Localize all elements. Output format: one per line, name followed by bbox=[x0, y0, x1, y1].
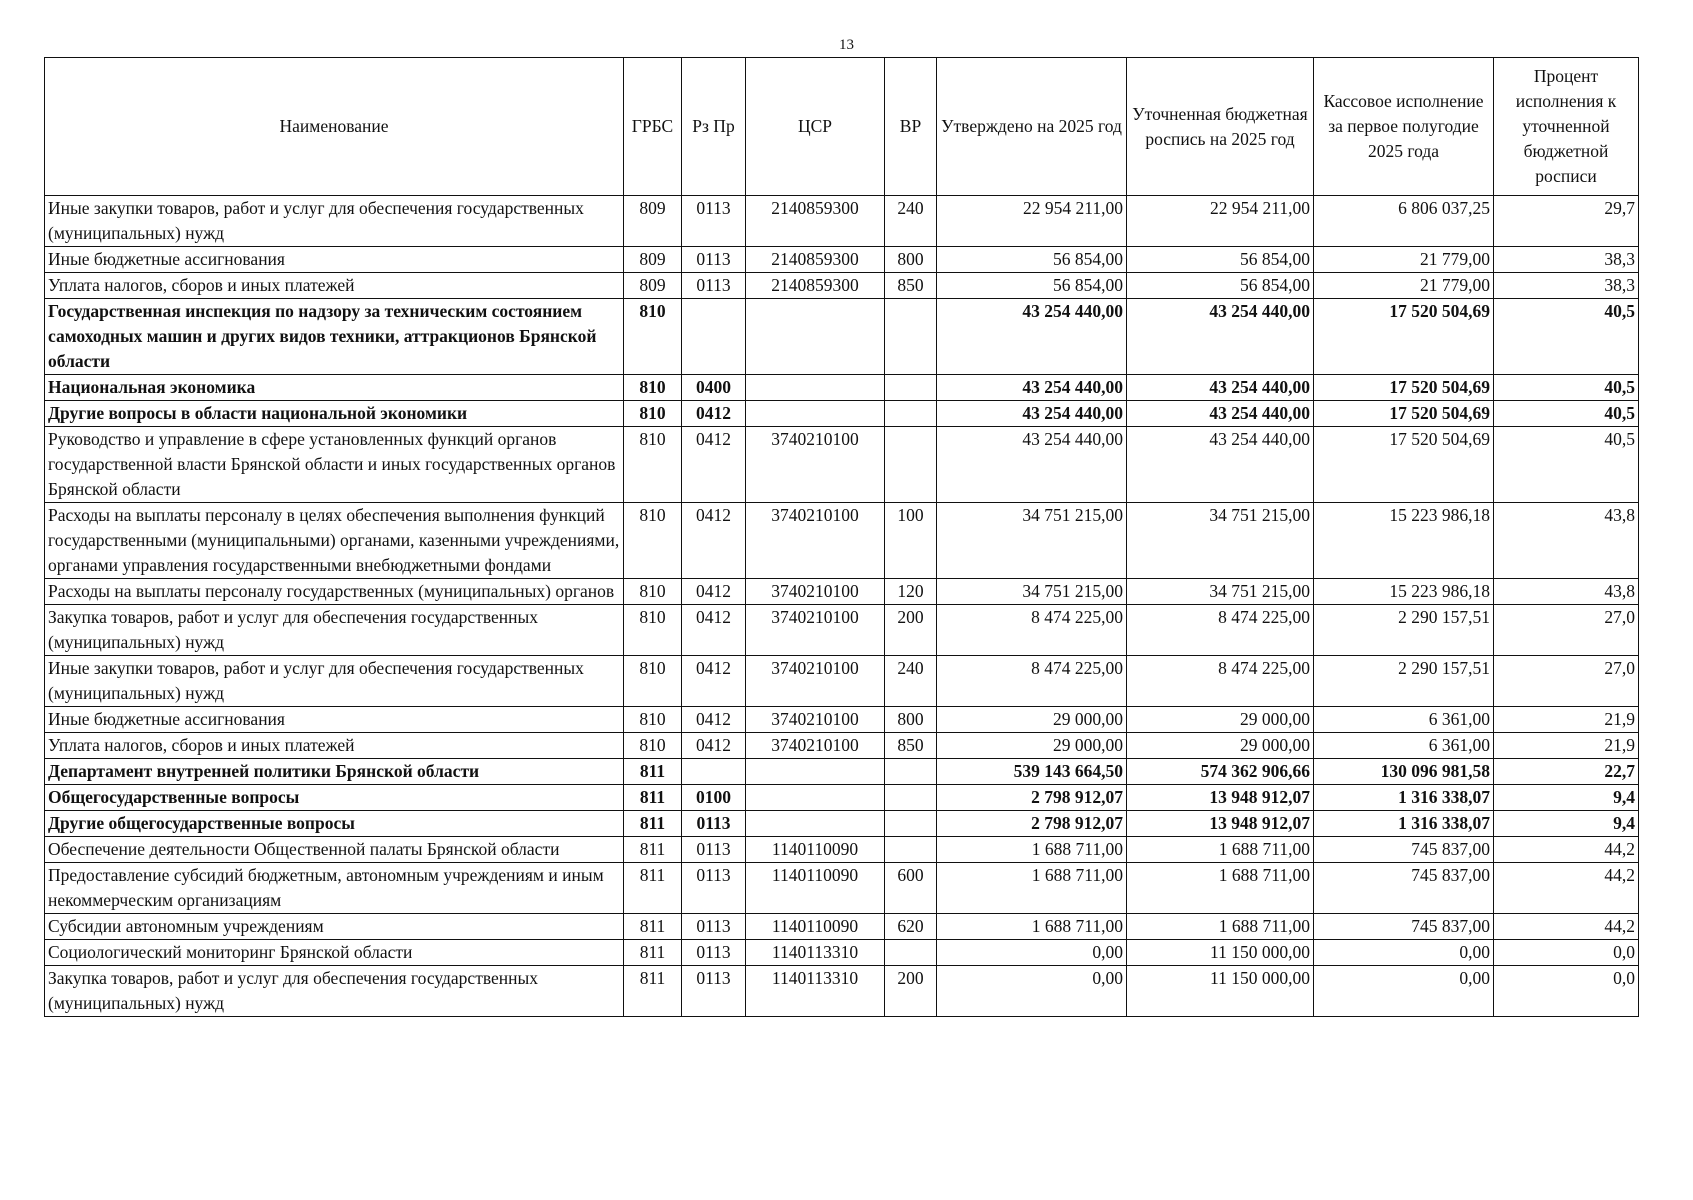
cell-executed: 6 361,00 bbox=[1314, 707, 1494, 733]
cell-refined: 43 254 440,00 bbox=[1127, 375, 1314, 401]
cell-refined: 43 254 440,00 bbox=[1127, 427, 1314, 503]
header-executed: Кассовое исполнение за первое полугодие 2025 года bbox=[1314, 58, 1494, 196]
cell-grbs: 811 bbox=[624, 914, 682, 940]
header-approved: Утверждено на 2025 год bbox=[937, 58, 1127, 196]
cell-csr: 3740210100 bbox=[746, 503, 885, 579]
cell-percent: 27,0 bbox=[1494, 656, 1639, 707]
cell-percent: 29,7 bbox=[1494, 196, 1639, 247]
cell-refined: 1 688 711,00 bbox=[1127, 837, 1314, 863]
cell-percent: 44,2 bbox=[1494, 914, 1639, 940]
cell-executed: 1 316 338,07 bbox=[1314, 811, 1494, 837]
header-rzpr: Рз Пр bbox=[682, 58, 746, 196]
table-row bbox=[45, 759, 1639, 785]
cell-executed: 17 520 504,69 bbox=[1314, 375, 1494, 401]
header-percent: Процент исполнения к уточненной бюджетной росписи bbox=[1494, 58, 1639, 196]
cell-rzpr: 0412 bbox=[682, 605, 746, 656]
cell-refined: 56 854,00 bbox=[1127, 273, 1314, 299]
cell-approved: 1 688 711,00 bbox=[937, 837, 1127, 863]
table-body bbox=[45, 196, 1639, 1017]
cell-vr bbox=[885, 837, 937, 863]
table-row bbox=[45, 427, 1639, 503]
cell-percent: 9,4 bbox=[1494, 785, 1639, 811]
cell-grbs: 809 bbox=[624, 247, 682, 273]
cell-rzpr: 0412 bbox=[682, 401, 746, 427]
cell-csr: 3740210100 bbox=[746, 427, 885, 503]
cell-name: Общегосударственные вопросы bbox=[45, 785, 624, 811]
cell-name: Предоставление субсидий бюджетным, автономным учреждениям и иным некоммерческим организациям bbox=[45, 863, 624, 914]
cell-vr: 850 bbox=[885, 273, 937, 299]
cell-vr bbox=[885, 299, 937, 375]
table-row bbox=[45, 299, 1639, 375]
cell-percent: 0,0 bbox=[1494, 940, 1639, 966]
cell-executed: 15 223 986,18 bbox=[1314, 579, 1494, 605]
cell-approved: 43 254 440,00 bbox=[937, 401, 1127, 427]
header-refined: Уточненная бюджетная роспись на 2025 год bbox=[1127, 58, 1314, 196]
cell-executed: 17 520 504,69 bbox=[1314, 299, 1494, 375]
cell-grbs: 810 bbox=[624, 656, 682, 707]
cell-vr: 600 bbox=[885, 863, 937, 914]
cell-rzpr: 0412 bbox=[682, 707, 746, 733]
cell-percent: 21,9 bbox=[1494, 707, 1639, 733]
cell-vr: 620 bbox=[885, 914, 937, 940]
cell-csr: 1140110090 bbox=[746, 863, 885, 914]
header-row bbox=[45, 58, 1639, 196]
cell-grbs: 809 bbox=[624, 273, 682, 299]
cell-percent: 9,4 bbox=[1494, 811, 1639, 837]
cell-csr: 3740210100 bbox=[746, 707, 885, 733]
cell-executed: 0,00 bbox=[1314, 940, 1494, 966]
cell-grbs: 810 bbox=[624, 427, 682, 503]
cell-name: Иные бюджетные ассигнования bbox=[45, 707, 624, 733]
cell-grbs: 810 bbox=[624, 503, 682, 579]
table-row bbox=[45, 247, 1639, 273]
cell-vr bbox=[885, 940, 937, 966]
cell-refined: 34 751 215,00 bbox=[1127, 503, 1314, 579]
cell-name: Иные закупки товаров, работ и услуг для обеспечения государственных (муниципальных) нужд bbox=[45, 656, 624, 707]
cell-approved: 34 751 215,00 bbox=[937, 503, 1127, 579]
cell-approved: 0,00 bbox=[937, 966, 1127, 1017]
page-number: 13 bbox=[839, 37, 854, 53]
cell-rzpr: 0113 bbox=[682, 811, 746, 837]
cell-name: Другие вопросы в области национальной экономики bbox=[45, 401, 624, 427]
cell-vr: 200 bbox=[885, 966, 937, 1017]
cell-executed: 21 779,00 bbox=[1314, 247, 1494, 273]
cell-refined: 11 150 000,00 bbox=[1127, 940, 1314, 966]
cell-rzpr: 0113 bbox=[682, 273, 746, 299]
cell-approved: 1 688 711,00 bbox=[937, 863, 1127, 914]
table-row bbox=[45, 605, 1639, 656]
cell-vr bbox=[885, 427, 937, 503]
cell-executed: 6 806 037,25 bbox=[1314, 196, 1494, 247]
cell-vr bbox=[885, 759, 937, 785]
cell-rzpr: 0412 bbox=[682, 656, 746, 707]
cell-refined: 34 751 215,00 bbox=[1127, 579, 1314, 605]
cell-executed: 1 316 338,07 bbox=[1314, 785, 1494, 811]
table-row bbox=[45, 863, 1639, 914]
cell-csr bbox=[746, 375, 885, 401]
cell-grbs: 811 bbox=[624, 785, 682, 811]
cell-rzpr: 0113 bbox=[682, 863, 746, 914]
table-row bbox=[45, 579, 1639, 605]
cell-rzpr bbox=[682, 299, 746, 375]
cell-name: Уплата налогов, сборов и иных платежей bbox=[45, 273, 624, 299]
cell-executed: 0,00 bbox=[1314, 966, 1494, 1017]
cell-refined: 8 474 225,00 bbox=[1127, 605, 1314, 656]
cell-percent: 27,0 bbox=[1494, 605, 1639, 656]
cell-approved: 43 254 440,00 bbox=[937, 427, 1127, 503]
cell-name: Иные бюджетные ассигнования bbox=[45, 247, 624, 273]
table-row bbox=[45, 811, 1639, 837]
cell-csr: 2140859300 bbox=[746, 247, 885, 273]
table-row bbox=[45, 733, 1639, 759]
cell-percent: 40,5 bbox=[1494, 427, 1639, 503]
cell-vr: 240 bbox=[885, 656, 937, 707]
cell-name: Обеспечение деятельности Общественной палаты Брянской области bbox=[45, 837, 624, 863]
cell-percent: 43,8 bbox=[1494, 579, 1639, 605]
cell-csr bbox=[746, 299, 885, 375]
cell-grbs: 809 bbox=[624, 196, 682, 247]
cell-rzpr: 0113 bbox=[682, 940, 746, 966]
cell-csr bbox=[746, 785, 885, 811]
cell-vr: 850 bbox=[885, 733, 937, 759]
cell-grbs: 810 bbox=[624, 401, 682, 427]
cell-approved: 56 854,00 bbox=[937, 247, 1127, 273]
cell-vr: 800 bbox=[885, 247, 937, 273]
cell-name: Уплата налогов, сборов и иных платежей bbox=[45, 733, 624, 759]
cell-grbs: 811 bbox=[624, 837, 682, 863]
cell-executed: 6 361,00 bbox=[1314, 733, 1494, 759]
cell-rzpr: 0113 bbox=[682, 914, 746, 940]
cell-rzpr: 0100 bbox=[682, 785, 746, 811]
cell-approved: 539 143 664,50 bbox=[937, 759, 1127, 785]
cell-name: Департамент внутренней политики Брянской области bbox=[45, 759, 624, 785]
cell-approved: 0,00 bbox=[937, 940, 1127, 966]
cell-grbs: 810 bbox=[624, 605, 682, 656]
cell-csr: 3740210100 bbox=[746, 605, 885, 656]
cell-executed: 17 520 504,69 bbox=[1314, 427, 1494, 503]
cell-name: Закупка товаров, работ и услуг для обеспечения государственных (муниципальных) нужд bbox=[45, 966, 624, 1017]
cell-name: Расходы на выплаты персоналу в целях обеспечения выполнения функций государственными (муниципальными) органами, казенными учреждениями, органами управления государственными внебюджетными фондами bbox=[45, 503, 624, 579]
cell-rzpr: 0412 bbox=[682, 427, 746, 503]
cell-approved: 1 688 711,00 bbox=[937, 914, 1127, 940]
cell-csr: 2140859300 bbox=[746, 196, 885, 247]
cell-percent: 21,9 bbox=[1494, 733, 1639, 759]
cell-csr bbox=[746, 401, 885, 427]
table-row bbox=[45, 785, 1639, 811]
cell-executed: 15 223 986,18 bbox=[1314, 503, 1494, 579]
cell-refined: 13 948 912,07 bbox=[1127, 785, 1314, 811]
cell-rzpr: 0113 bbox=[682, 837, 746, 863]
table-row bbox=[45, 273, 1639, 299]
cell-csr: 3740210100 bbox=[746, 733, 885, 759]
cell-csr: 1140110090 bbox=[746, 914, 885, 940]
cell-name: Руководство и управление в сфере установленных функций органов государственной власти Брянской области и иных государственных органов Брянской области bbox=[45, 427, 624, 503]
cell-refined: 13 948 912,07 bbox=[1127, 811, 1314, 837]
cell-vr bbox=[885, 811, 937, 837]
cell-grbs: 811 bbox=[624, 759, 682, 785]
cell-grbs: 811 bbox=[624, 811, 682, 837]
cell-refined: 29 000,00 bbox=[1127, 707, 1314, 733]
cell-vr: 800 bbox=[885, 707, 937, 733]
table-row bbox=[45, 375, 1639, 401]
cell-grbs: 810 bbox=[624, 299, 682, 375]
cell-refined: 29 000,00 bbox=[1127, 733, 1314, 759]
cell-refined: 1 688 711,00 bbox=[1127, 914, 1314, 940]
table-row bbox=[45, 914, 1639, 940]
table-row bbox=[45, 196, 1639, 247]
cell-percent: 40,5 bbox=[1494, 375, 1639, 401]
cell-vr: 100 bbox=[885, 503, 937, 579]
cell-executed: 745 837,00 bbox=[1314, 863, 1494, 914]
cell-percent: 38,3 bbox=[1494, 247, 1639, 273]
cell-percent: 40,5 bbox=[1494, 299, 1639, 375]
cell-executed: 17 520 504,69 bbox=[1314, 401, 1494, 427]
cell-rzpr: 0113 bbox=[682, 247, 746, 273]
cell-rzpr: 0412 bbox=[682, 579, 746, 605]
cell-name: Закупка товаров, работ и услуг для обеспечения государственных (муниципальных) нужд bbox=[45, 605, 624, 656]
table-row bbox=[45, 707, 1639, 733]
cell-executed: 745 837,00 bbox=[1314, 837, 1494, 863]
cell-csr: 3740210100 bbox=[746, 579, 885, 605]
cell-grbs: 810 bbox=[624, 375, 682, 401]
cell-refined: 1 688 711,00 bbox=[1127, 863, 1314, 914]
cell-approved: 22 954 211,00 bbox=[937, 196, 1127, 247]
cell-vr bbox=[885, 375, 937, 401]
cell-percent: 43,8 bbox=[1494, 503, 1639, 579]
cell-name: Государственная инспекция по надзору за техническим состоянием самоходных машин и других видов техники, аттракционов Брянской области bbox=[45, 299, 624, 375]
cell-refined: 43 254 440,00 bbox=[1127, 299, 1314, 375]
cell-refined: 56 854,00 bbox=[1127, 247, 1314, 273]
cell-vr: 120 bbox=[885, 579, 937, 605]
cell-csr bbox=[746, 811, 885, 837]
cell-refined: 22 954 211,00 bbox=[1127, 196, 1314, 247]
cell-name: Другие общегосударственные вопросы bbox=[45, 811, 624, 837]
table-row bbox=[45, 837, 1639, 863]
cell-csr: 2140859300 bbox=[746, 273, 885, 299]
cell-executed: 2 290 157,51 bbox=[1314, 656, 1494, 707]
cell-approved: 8 474 225,00 bbox=[937, 656, 1127, 707]
cell-vr bbox=[885, 401, 937, 427]
cell-executed: 745 837,00 bbox=[1314, 914, 1494, 940]
cell-rzpr: 0113 bbox=[682, 196, 746, 247]
cell-rzpr: 0412 bbox=[682, 503, 746, 579]
cell-grbs: 810 bbox=[624, 707, 682, 733]
cell-approved: 2 798 912,07 bbox=[937, 785, 1127, 811]
cell-grbs: 810 bbox=[624, 733, 682, 759]
table-row bbox=[45, 401, 1639, 427]
cell-grbs: 811 bbox=[624, 966, 682, 1017]
header-csr: ЦСР bbox=[746, 58, 885, 196]
cell-rzpr bbox=[682, 759, 746, 785]
cell-vr: 200 bbox=[885, 605, 937, 656]
cell-approved: 56 854,00 bbox=[937, 273, 1127, 299]
cell-approved: 34 751 215,00 bbox=[937, 579, 1127, 605]
header-grbs: ГРБС bbox=[624, 58, 682, 196]
cell-approved: 8 474 225,00 bbox=[937, 605, 1127, 656]
cell-executed: 2 290 157,51 bbox=[1314, 605, 1494, 656]
cell-percent: 44,2 bbox=[1494, 863, 1639, 914]
cell-vr bbox=[885, 785, 937, 811]
cell-rzpr: 0412 bbox=[682, 733, 746, 759]
cell-name: Иные закупки товаров, работ и услуг для обеспечения государственных (муниципальных) нужд bbox=[45, 196, 624, 247]
cell-name: Социологический мониторинг Брянской области bbox=[45, 940, 624, 966]
cell-name: Расходы на выплаты персоналу государственных (муниципальных) органов bbox=[45, 579, 624, 605]
cell-approved: 43 254 440,00 bbox=[937, 375, 1127, 401]
table-header bbox=[45, 58, 1639, 196]
header-vr: ВР bbox=[885, 58, 937, 196]
cell-grbs: 811 bbox=[624, 940, 682, 966]
cell-name: Субсидии автономным учреждениям bbox=[45, 914, 624, 940]
cell-refined: 8 474 225,00 bbox=[1127, 656, 1314, 707]
cell-percent: 40,5 bbox=[1494, 401, 1639, 427]
table-row bbox=[45, 940, 1639, 966]
cell-grbs: 811 bbox=[624, 863, 682, 914]
cell-name: Национальная экономика bbox=[45, 375, 624, 401]
cell-executed: 21 779,00 bbox=[1314, 273, 1494, 299]
header-name: Наименование bbox=[45, 58, 624, 196]
cell-refined: 43 254 440,00 bbox=[1127, 401, 1314, 427]
cell-csr: 1140113310 bbox=[746, 940, 885, 966]
cell-csr: 1140113310 bbox=[746, 966, 885, 1017]
cell-approved: 29 000,00 bbox=[937, 707, 1127, 733]
cell-csr bbox=[746, 759, 885, 785]
cell-refined: 574 362 906,66 bbox=[1127, 759, 1314, 785]
cell-rzpr: 0400 bbox=[682, 375, 746, 401]
cell-csr: 1140110090 bbox=[746, 837, 885, 863]
table-row bbox=[45, 656, 1639, 707]
cell-rzpr: 0113 bbox=[682, 966, 746, 1017]
budget-execution-table bbox=[44, 57, 1639, 1017]
cell-percent: 44,2 bbox=[1494, 837, 1639, 863]
cell-percent: 38,3 bbox=[1494, 273, 1639, 299]
cell-percent: 0,0 bbox=[1494, 966, 1639, 1017]
cell-percent: 22,7 bbox=[1494, 759, 1639, 785]
table-row bbox=[45, 503, 1639, 579]
cell-executed: 130 096 981,58 bbox=[1314, 759, 1494, 785]
cell-grbs: 810 bbox=[624, 579, 682, 605]
cell-vr: 240 bbox=[885, 196, 937, 247]
cell-csr: 3740210100 bbox=[746, 656, 885, 707]
table-row bbox=[45, 966, 1639, 1017]
cell-approved: 2 798 912,07 bbox=[937, 811, 1127, 837]
cell-approved: 43 254 440,00 bbox=[937, 299, 1127, 375]
cell-approved: 29 000,00 bbox=[937, 733, 1127, 759]
cell-refined: 11 150 000,00 bbox=[1127, 966, 1314, 1017]
